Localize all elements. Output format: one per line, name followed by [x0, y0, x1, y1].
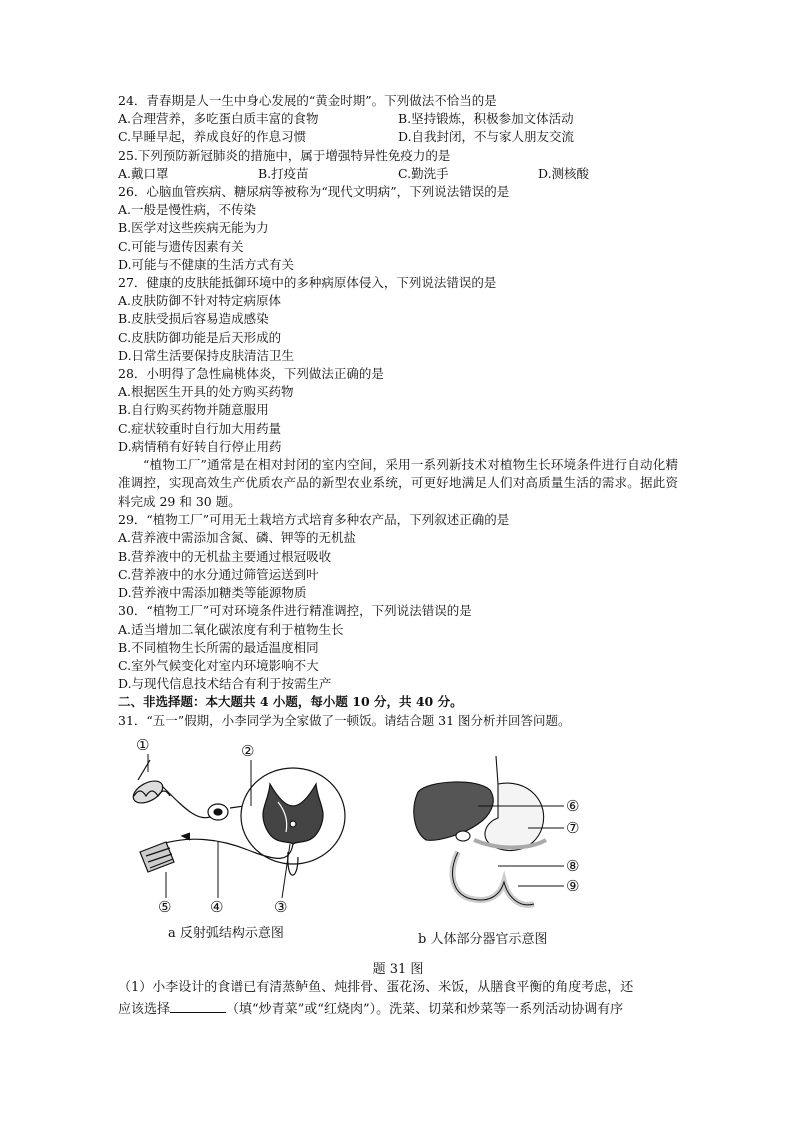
q24-options-row2 [118, 128, 678, 146]
q27-option-d: D.日常生活要保持皮肤清洁卫生 [118, 347, 295, 363]
caption-b: b 人体部分器官示意图 [418, 931, 548, 947]
q26-option-c: C.可能与遗传因素有关 [118, 238, 244, 254]
q28-option-d: D.病情稍有好转自行停止用药 [118, 438, 282, 454]
organs-diagram [414, 756, 546, 905]
q25-options [118, 165, 678, 183]
q24-option-b: B.坚持锻炼，积极参加文体活动 [398, 111, 574, 127]
q29-stem: 29．“植物工厂”可用无土栽培方式培育多种农产品，下列叙述正确的是 [118, 512, 510, 528]
q28-option-a: A.根据医生开具的处方购买药物 [118, 384, 294, 400]
q25-option-d: D.测核酸 [538, 165, 590, 181]
q25-option-c: C.勤洗手 [398, 165, 449, 181]
q25-option-b: B.打疫苗 [258, 165, 309, 181]
q31-diagram [118, 732, 678, 954]
q26-option-d: D.可能与不健康的生活方式有关 [118, 256, 295, 272]
q26-stem: 26．心脑血管疾病、糖尿病等被称为“现代文明病”，下列说法错误的是 [118, 184, 510, 200]
q31-sub1-prefix: 应该选择 [118, 1001, 171, 1017]
reflex-arc-diagram [130, 760, 345, 875]
label-7: ⑦ [566, 818, 580, 837]
label-9: ⑨ [566, 876, 580, 895]
q24-option-c: C.早睡早起，养成良好的作息习惯 [118, 129, 307, 145]
label-5: ⑤ [158, 897, 172, 916]
q28-option-c: C.症状较重时自行加大用药量 [118, 420, 282, 436]
q30-option-c: C.室外气候变化对室内环境影响不大 [118, 657, 319, 673]
q24-stem: 24．青春期是人一生中身心发展的“黄金时期”。下列做法不恰当的是 [118, 93, 497, 108]
q29-option-a: A.营养液中需添加含氮、磷、钾等的无机盐 [118, 530, 357, 546]
section-two-heading: 二、非选择题：本大题共 4 小题，每小题 10 分，共 40 分。 [118, 694, 463, 710]
label-2: ② [241, 741, 255, 760]
plant-factory-passage: “植物工厂”通常是在相对封闭的室内空间，采用一系列新技术对植物生长环境条件进行自动化精准调控，实现高效生产优质农产品的新型农业系统，可更好地满足人们对高质量生活的需求。据此资料完成 29 和 30 题。 [118, 457, 678, 509]
q29-option-c: C.营养液中的水分通过筛管运送到叶 [118, 566, 319, 582]
q28-stem: 28．小明得了急性扁桃体炎，下列做法正确的是 [118, 366, 384, 382]
figure-title: 题 31 图 [372, 961, 424, 977]
q31-stem: 31．“五一”假期，小李同学为全家做了一顿饭。请结合题 31 图分析并回答问题。 [118, 712, 571, 728]
q26-option-a: A.一般是慢性病，不传染 [118, 202, 257, 218]
q31-sub1-line1: （1）小李设计的食谱已有清蒸鲈鱼、炖排骨、蛋花汤、米饭，从膳食平衡的角度考虑，还 [118, 979, 634, 995]
q25-stem: 25.下列预防新冠肺炎的措施中，属于增强特异性免疫力的是 [118, 147, 451, 163]
label-4: ④ [210, 897, 224, 916]
q30-stem: 30．“植物工厂”可对环境条件进行精准调控，下列说法错误的是 [118, 603, 472, 619]
q24-option-d: D.自我封闭，不与家人朋友交流 [398, 129, 575, 145]
q31-sub1-suffix: （填“炒青菜”或“红烧肉”）。洗菜、切菜和炒菜等一系列活动协调有序 [226, 1001, 624, 1017]
q27-option-b: B.皮肤受损后容易造成感染 [118, 311, 269, 327]
caption-a: a 反射弧结构示意图 [168, 925, 284, 941]
q30-option-b: B.不同植物生长所需的最适温度相同 [118, 639, 319, 655]
q29-option-b: B.营养液中的无机盐主要通过根冠吸收 [118, 548, 332, 564]
q31-sub1-line2 [118, 999, 678, 1021]
q25-option-a: A.戴口罩 [118, 165, 169, 181]
q29-option-d: D.营养液中需添加糖类等能源物质 [118, 585, 307, 601]
q30-option-a: A.适当增加二氧化碳浓度有利于植物生长 [118, 621, 344, 637]
q28-option-b: B.自行购买药物并随意服用 [118, 402, 269, 418]
q24-option-a: A.合理营养，多吃蛋白质丰富的食物 [118, 111, 319, 127]
q30-option-d: D.与现代信息技术结合有利于按需生产 [118, 676, 332, 692]
label-8: ⑧ [566, 856, 580, 875]
q31-figure [118, 732, 678, 954]
q27-option-c: C.皮肤防御功能是后天形成的 [118, 329, 282, 345]
q24-options-row1 [118, 110, 678, 128]
exam-page [118, 92, 678, 1021]
organ-labels [566, 797, 579, 895]
answer-blank[interactable] [170, 1000, 226, 1013]
q26-option-b: B.医学对这些疾病无能为力 [118, 220, 269, 236]
label-6: ⑥ [566, 796, 580, 815]
label-3: ③ [274, 897, 288, 916]
q27-stem: 27．健康的皮肤能抵御环境中的多种病原体侵入，下列说法错误的是 [118, 275, 497, 291]
q27-option-a: A.皮肤防御不针对特定病原体 [118, 293, 282, 309]
label-1: ① [136, 735, 150, 754]
